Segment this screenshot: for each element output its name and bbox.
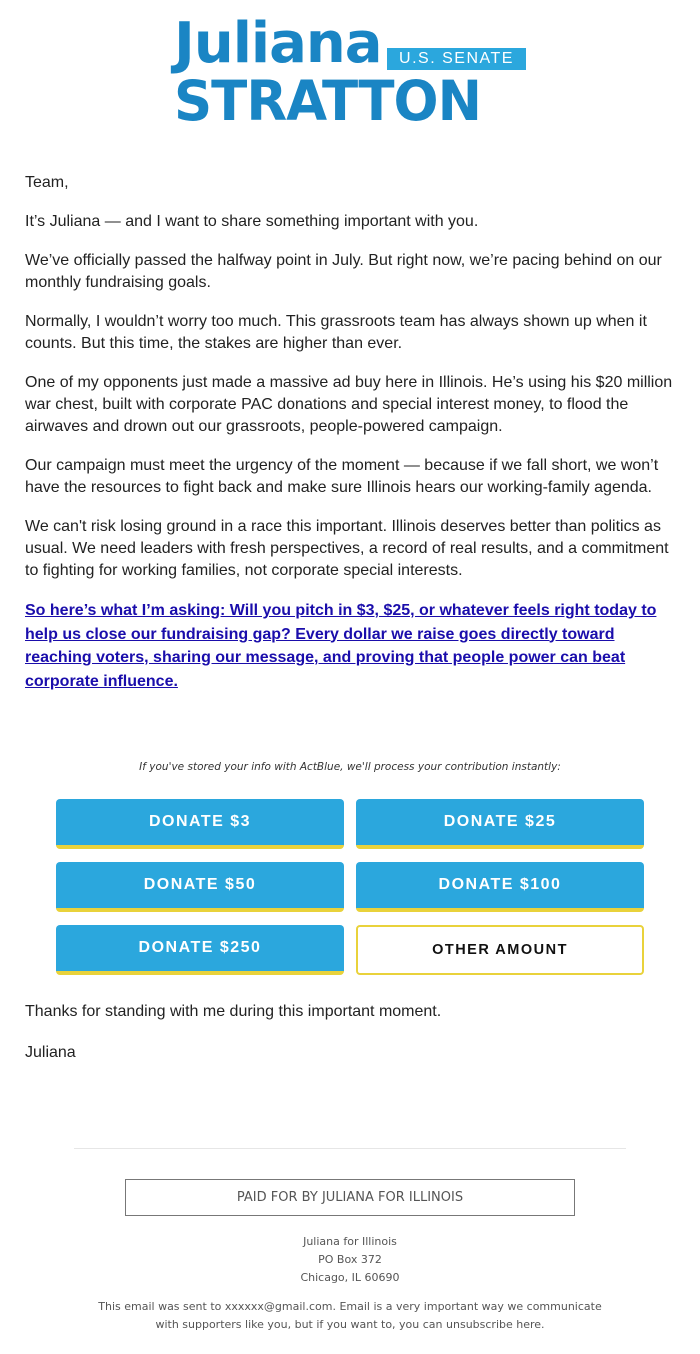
donate-3-button[interactable]: DONATE $3 (56, 799, 344, 849)
logo-first-name: Juliana (174, 11, 382, 76)
address-line-org: Juliana for Illinois (303, 1235, 397, 1248)
recipient-email: xxxxxx@gmail.com (224, 1300, 333, 1313)
donate-250-button[interactable]: DONATE $250 (56, 925, 344, 975)
other-amount-button[interactable]: OTHER AMOUNT (356, 925, 644, 975)
closing-line: Thanks for standing with me during this important moment. (25, 1003, 442, 1020)
footer-divider (74, 1148, 626, 1149)
signature: Juliana (25, 1044, 76, 1061)
legal-notice (90, 1298, 610, 1334)
actblue-note: If you've stored your info with ActBlue, we'll process your contribution instantly: (139, 761, 561, 773)
mailing-address (0, 1233, 700, 1287)
donate-25-button[interactable]: DONATE $25 (356, 799, 644, 849)
unsubscribe-link[interactable]: unsubscribe here (446, 1318, 542, 1331)
greeting: Team, (25, 174, 69, 191)
paid-for-disclaimer: PAID FOR BY JULIANA FOR ILLINOIS (125, 1179, 575, 1216)
paragraph-3: Normally, I wouldn’t worry too much. This grassroots team has always shown up when it counts. But this time, the stakes are higher than ever. (25, 313, 647, 352)
paragraph-1: It’s Juliana — and I want to share something important with you. (25, 213, 479, 230)
email-body (25, 172, 677, 693)
address-line-city: Chicago, IL 60690 (300, 1271, 400, 1284)
legal-suffix: . (541, 1318, 545, 1331)
logo-senate-badge: U.S. SENATE (387, 48, 526, 70)
donation-ask-link[interactable]: So here’s what I’m asking: Will you pitch in $3, $25, or whatever feels right today to help us close our fundraising gap? Every dollar we raise goes directly toward reaching voters, sharing our message, and proving that people power can beat corporate influence. (25, 602, 657, 690)
paragraph-4: One of my opponents just made a massive ad buy here in Illinois. He’s using his $20 million war chest, built with corporate PAC donations and special interest money, to flood the airwaves and drown out our grassroots, people-powered campaign. (25, 374, 673, 435)
address-line-po: PO Box 372 (318, 1253, 382, 1266)
paragraph-6: We can't risk losing ground in a race this important. Illinois deserves better than politics as usual. We need leaders with fresh perspectives, a record of real results, and a commitment to fighting for working families, not corporate special interests. (25, 518, 669, 579)
logo-last-name: STRATTON (174, 69, 481, 134)
campaign-logo (174, 11, 530, 134)
donate-100-button[interactable]: DONATE $100 (356, 862, 644, 912)
donate-50-button[interactable]: DONATE $50 (56, 862, 344, 912)
paragraph-5: Our campaign must meet the urgency of the moment — because if we fall short, we won’t have the resources to fight back and make sure Illinois hears our working-family agenda. (25, 457, 659, 496)
paragraph-2: We’ve officially passed the halfway point in July. But right now, we’re pacing behind on our monthly fundraising goals. (25, 252, 662, 291)
legal-middle: . Email is a very important way we communicate with supporters like you, but if you want to, you can (155, 1300, 602, 1331)
legal-prefix: This email was sent to (98, 1300, 225, 1313)
